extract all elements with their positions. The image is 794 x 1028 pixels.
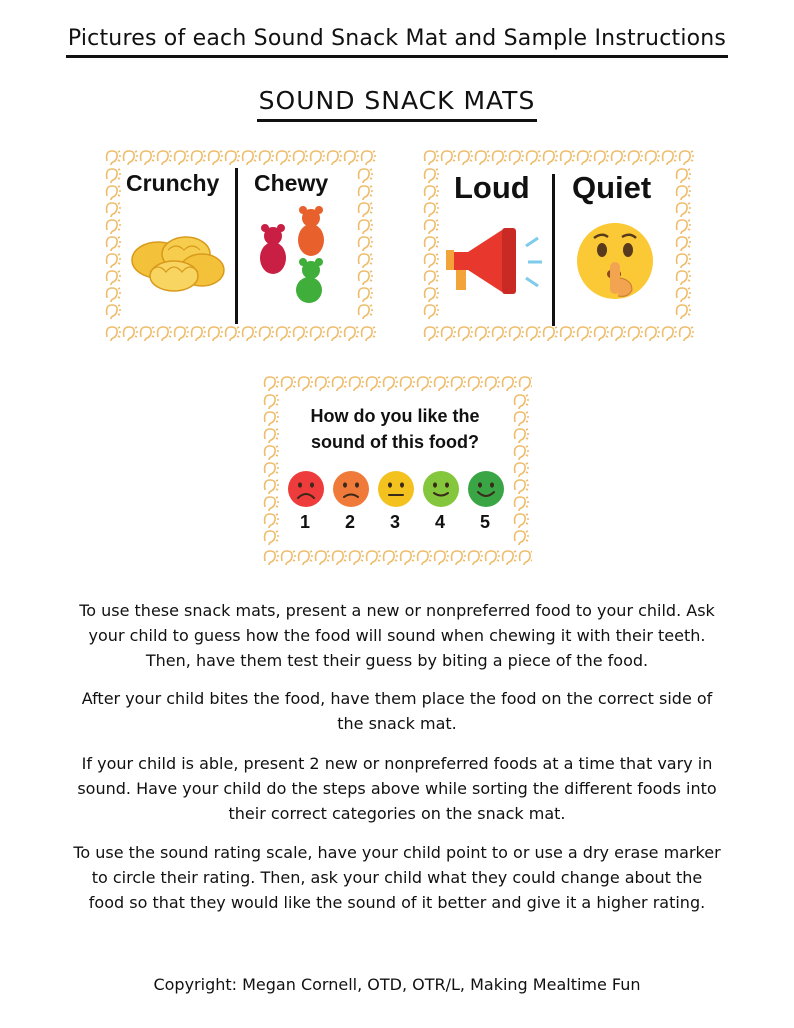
ear-icon bbox=[646, 327, 657, 341]
rating-number-1: 1 bbox=[300, 512, 311, 532]
ear-icon bbox=[107, 327, 118, 341]
ear-icon bbox=[367, 377, 378, 391]
rating-face-icon-4[interactable] bbox=[422, 470, 460, 508]
crunchy-label: Crunchy bbox=[126, 170, 220, 196]
ear-icon bbox=[299, 551, 310, 565]
ear-icon bbox=[141, 327, 152, 341]
ear-icon bbox=[493, 327, 504, 341]
ear-icon bbox=[107, 254, 118, 268]
ear-icon bbox=[107, 151, 118, 165]
ear-icon bbox=[677, 220, 688, 234]
ear-icon bbox=[141, 151, 152, 165]
ear-icon bbox=[359, 305, 370, 319]
ear-icon bbox=[243, 151, 254, 165]
ear-icon bbox=[124, 327, 135, 341]
ear-icon bbox=[425, 220, 436, 234]
rating-face-icon-1[interactable] bbox=[287, 470, 325, 508]
rating-number-4: 4 bbox=[435, 512, 446, 532]
rating-face-icon-3[interactable] bbox=[377, 470, 415, 508]
ear-icon bbox=[265, 463, 276, 477]
ear-icon bbox=[515, 480, 526, 494]
ear-icon bbox=[469, 551, 480, 565]
ear-icon bbox=[107, 237, 118, 251]
gummy-bears-icon bbox=[255, 204, 345, 304]
ear-icon bbox=[663, 151, 674, 165]
ear-icon bbox=[260, 327, 271, 341]
ear-icon bbox=[425, 237, 436, 251]
ear-icon bbox=[515, 497, 526, 511]
potato-chips-icon bbox=[128, 228, 228, 298]
ear-icon bbox=[282, 377, 293, 391]
ear-icon bbox=[350, 377, 361, 391]
ear-icon bbox=[515, 531, 526, 545]
ear-icon bbox=[418, 551, 429, 565]
ear-icon bbox=[527, 327, 538, 341]
ear-icon bbox=[629, 151, 640, 165]
ear-icon bbox=[677, 237, 688, 251]
ear-icon bbox=[359, 220, 370, 234]
ear-icon bbox=[486, 551, 497, 565]
ear-icon bbox=[677, 186, 688, 200]
instruction-paragraph: To use the sound rating scale, have your child point to or use a dry erase marker to circle their rating. Then, ask your child what they could change about the food so that they would like the sound of it better and give it a higher rating. bbox=[73, 843, 721, 912]
ear-icon bbox=[243, 327, 254, 341]
snack-mat-rating-scale bbox=[258, 372, 532, 568]
ear-icon bbox=[384, 377, 395, 391]
ear-icon bbox=[265, 551, 276, 565]
ear-icon bbox=[350, 551, 361, 565]
ear-icon bbox=[442, 151, 453, 165]
instruction-paragraph: To use these snack mats, present a new or nonpreferred food to your child. Ask your child to guess how the food will sound when chewing it with their teeth. Then, have them test their guess by biting a piece of the food. bbox=[79, 601, 715, 670]
ear-icon bbox=[260, 151, 271, 165]
ear-icon bbox=[677, 254, 688, 268]
ear-icon bbox=[311, 151, 322, 165]
section-title: SOUND SNACK MATS bbox=[0, 86, 794, 115]
ear-icon bbox=[333, 551, 344, 565]
ear-icon bbox=[629, 327, 640, 341]
ear-icon bbox=[476, 151, 487, 165]
ear-icon bbox=[527, 151, 538, 165]
rating-number-5: 5 bbox=[480, 512, 491, 532]
instruction-paragraph: After your child bites the food, have them place the food on the correct side of the snack mat. bbox=[81, 689, 713, 733]
ear-icon bbox=[503, 551, 514, 565]
ear-icon bbox=[345, 151, 356, 165]
ear-icon bbox=[328, 151, 339, 165]
chewy-label: Chewy bbox=[254, 170, 329, 196]
ear-icon bbox=[452, 551, 463, 565]
ear-icon bbox=[425, 271, 436, 285]
shushing-face-icon bbox=[574, 220, 656, 302]
ear-icon bbox=[282, 551, 293, 565]
ear-icon bbox=[277, 151, 288, 165]
ear-icon bbox=[316, 551, 327, 565]
ear-icon bbox=[520, 377, 531, 391]
ear-icon bbox=[425, 186, 436, 200]
ear-icon bbox=[192, 151, 203, 165]
ear-icon bbox=[425, 327, 436, 341]
ear-icon bbox=[265, 480, 276, 494]
ear-icon bbox=[401, 551, 412, 565]
page-title: Pictures of each Sound Snack Mat and Sample Instructions bbox=[0, 26, 794, 51]
rating-scale bbox=[287, 470, 509, 540]
ear-icon bbox=[646, 151, 657, 165]
ear-icon bbox=[476, 327, 487, 341]
ear-icon bbox=[299, 377, 310, 391]
ear-icon bbox=[158, 151, 169, 165]
ear-icon bbox=[578, 327, 589, 341]
rating-number-2: 2 bbox=[345, 512, 356, 532]
ear-icon bbox=[680, 151, 691, 165]
ear-icon bbox=[107, 220, 118, 234]
ear-icon bbox=[294, 327, 305, 341]
rating-face-icon-2[interactable] bbox=[332, 470, 370, 508]
ear-icon bbox=[677, 203, 688, 217]
ear-icon bbox=[175, 327, 186, 341]
ear-icon bbox=[265, 514, 276, 528]
ear-icon bbox=[544, 151, 555, 165]
ear-icon bbox=[435, 377, 446, 391]
ear-icon bbox=[561, 151, 572, 165]
ear-icon bbox=[561, 327, 572, 341]
ear-icon bbox=[367, 551, 378, 565]
ear-icon bbox=[435, 551, 446, 565]
mat-divider bbox=[235, 168, 238, 324]
ear-icon bbox=[425, 288, 436, 302]
ear-icon bbox=[359, 169, 370, 183]
rating-number-3: 3 bbox=[390, 512, 401, 532]
snack-mat-loud-quiet bbox=[418, 146, 694, 344]
ear-icon bbox=[595, 151, 606, 165]
ear-icon bbox=[595, 327, 606, 341]
ear-icon bbox=[192, 327, 203, 341]
ear-icon bbox=[510, 327, 521, 341]
ear-icon bbox=[677, 271, 688, 285]
ear-icon bbox=[359, 254, 370, 268]
ear-icon bbox=[359, 288, 370, 302]
ear-icon bbox=[459, 327, 470, 341]
ear-icon bbox=[226, 151, 237, 165]
rating-question-line2: sound of this food? bbox=[311, 432, 479, 452]
ear-icon bbox=[311, 327, 322, 341]
ear-icon bbox=[469, 377, 480, 391]
rating-question-line1: How do you like the bbox=[310, 406, 480, 426]
loud-label: Loud bbox=[454, 170, 530, 205]
ear-icon bbox=[362, 327, 373, 341]
ear-icon bbox=[459, 151, 470, 165]
ear-icon bbox=[294, 151, 305, 165]
ear-icon bbox=[425, 203, 436, 217]
ear-icon bbox=[316, 377, 327, 391]
ear-icon bbox=[328, 327, 339, 341]
ear-icon bbox=[612, 327, 623, 341]
ear-icon bbox=[265, 531, 276, 545]
ear-icon bbox=[107, 305, 118, 319]
ear-icon bbox=[226, 327, 237, 341]
ear-icon bbox=[124, 151, 135, 165]
ear-icon bbox=[107, 271, 118, 285]
ear-icon bbox=[277, 327, 288, 341]
ear-icon bbox=[265, 377, 276, 391]
ear-icon bbox=[265, 497, 276, 511]
ear-icon bbox=[107, 203, 118, 217]
rating-face-icon-5[interactable] bbox=[467, 470, 505, 508]
ear-icon bbox=[425, 254, 436, 268]
ear-icon bbox=[515, 463, 526, 477]
ear-icon bbox=[677, 169, 688, 183]
instruction-paragraph: If your child is able, present 2 new or nonpreferred foods at a time that vary in sound. Have your child do the steps above while sorting the different foods into their correct categories on the snack mat. bbox=[77, 754, 717, 823]
ear-icon bbox=[425, 169, 436, 183]
ear-icon bbox=[359, 203, 370, 217]
megaphone-icon bbox=[446, 224, 556, 304]
ear-icon bbox=[362, 151, 373, 165]
ear-icon bbox=[544, 327, 555, 341]
ear-icon bbox=[359, 271, 370, 285]
ear-icon bbox=[578, 151, 589, 165]
ear-icon bbox=[680, 327, 691, 341]
ear-icon bbox=[486, 377, 497, 391]
ear-icon bbox=[612, 151, 623, 165]
ear-icon bbox=[510, 151, 521, 165]
ear-icon bbox=[359, 237, 370, 251]
ear-icon bbox=[158, 327, 169, 341]
ear-icon bbox=[425, 151, 436, 165]
ear-icon bbox=[209, 327, 220, 341]
ear-icon bbox=[384, 551, 395, 565]
ear-icon bbox=[452, 377, 463, 391]
ear-icon bbox=[209, 151, 220, 165]
ear-icon bbox=[418, 377, 429, 391]
ear-icon bbox=[359, 186, 370, 200]
ear-icon bbox=[107, 169, 118, 183]
ear-icon bbox=[107, 186, 118, 200]
ear-icon bbox=[503, 377, 514, 391]
ear-icon bbox=[515, 514, 526, 528]
ear-icon bbox=[493, 151, 504, 165]
ear-icon bbox=[333, 377, 344, 391]
quiet-label: Quiet bbox=[572, 170, 652, 205]
ear-icon bbox=[425, 305, 436, 319]
ear-icon bbox=[677, 305, 688, 319]
ear-icon bbox=[677, 288, 688, 302]
ear-icon bbox=[520, 551, 531, 565]
ear-icon bbox=[442, 327, 453, 341]
ear-icon bbox=[175, 151, 186, 165]
ear-icon bbox=[107, 288, 118, 302]
copyright: Copyright: Megan Cornell, OTD, OTR/L, Making Mealtime Fun bbox=[153, 975, 641, 994]
snack-mat-crunchy-chewy bbox=[100, 146, 376, 344]
ear-icon bbox=[345, 327, 356, 341]
ear-icon bbox=[663, 327, 674, 341]
ear-icon bbox=[401, 377, 412, 391]
